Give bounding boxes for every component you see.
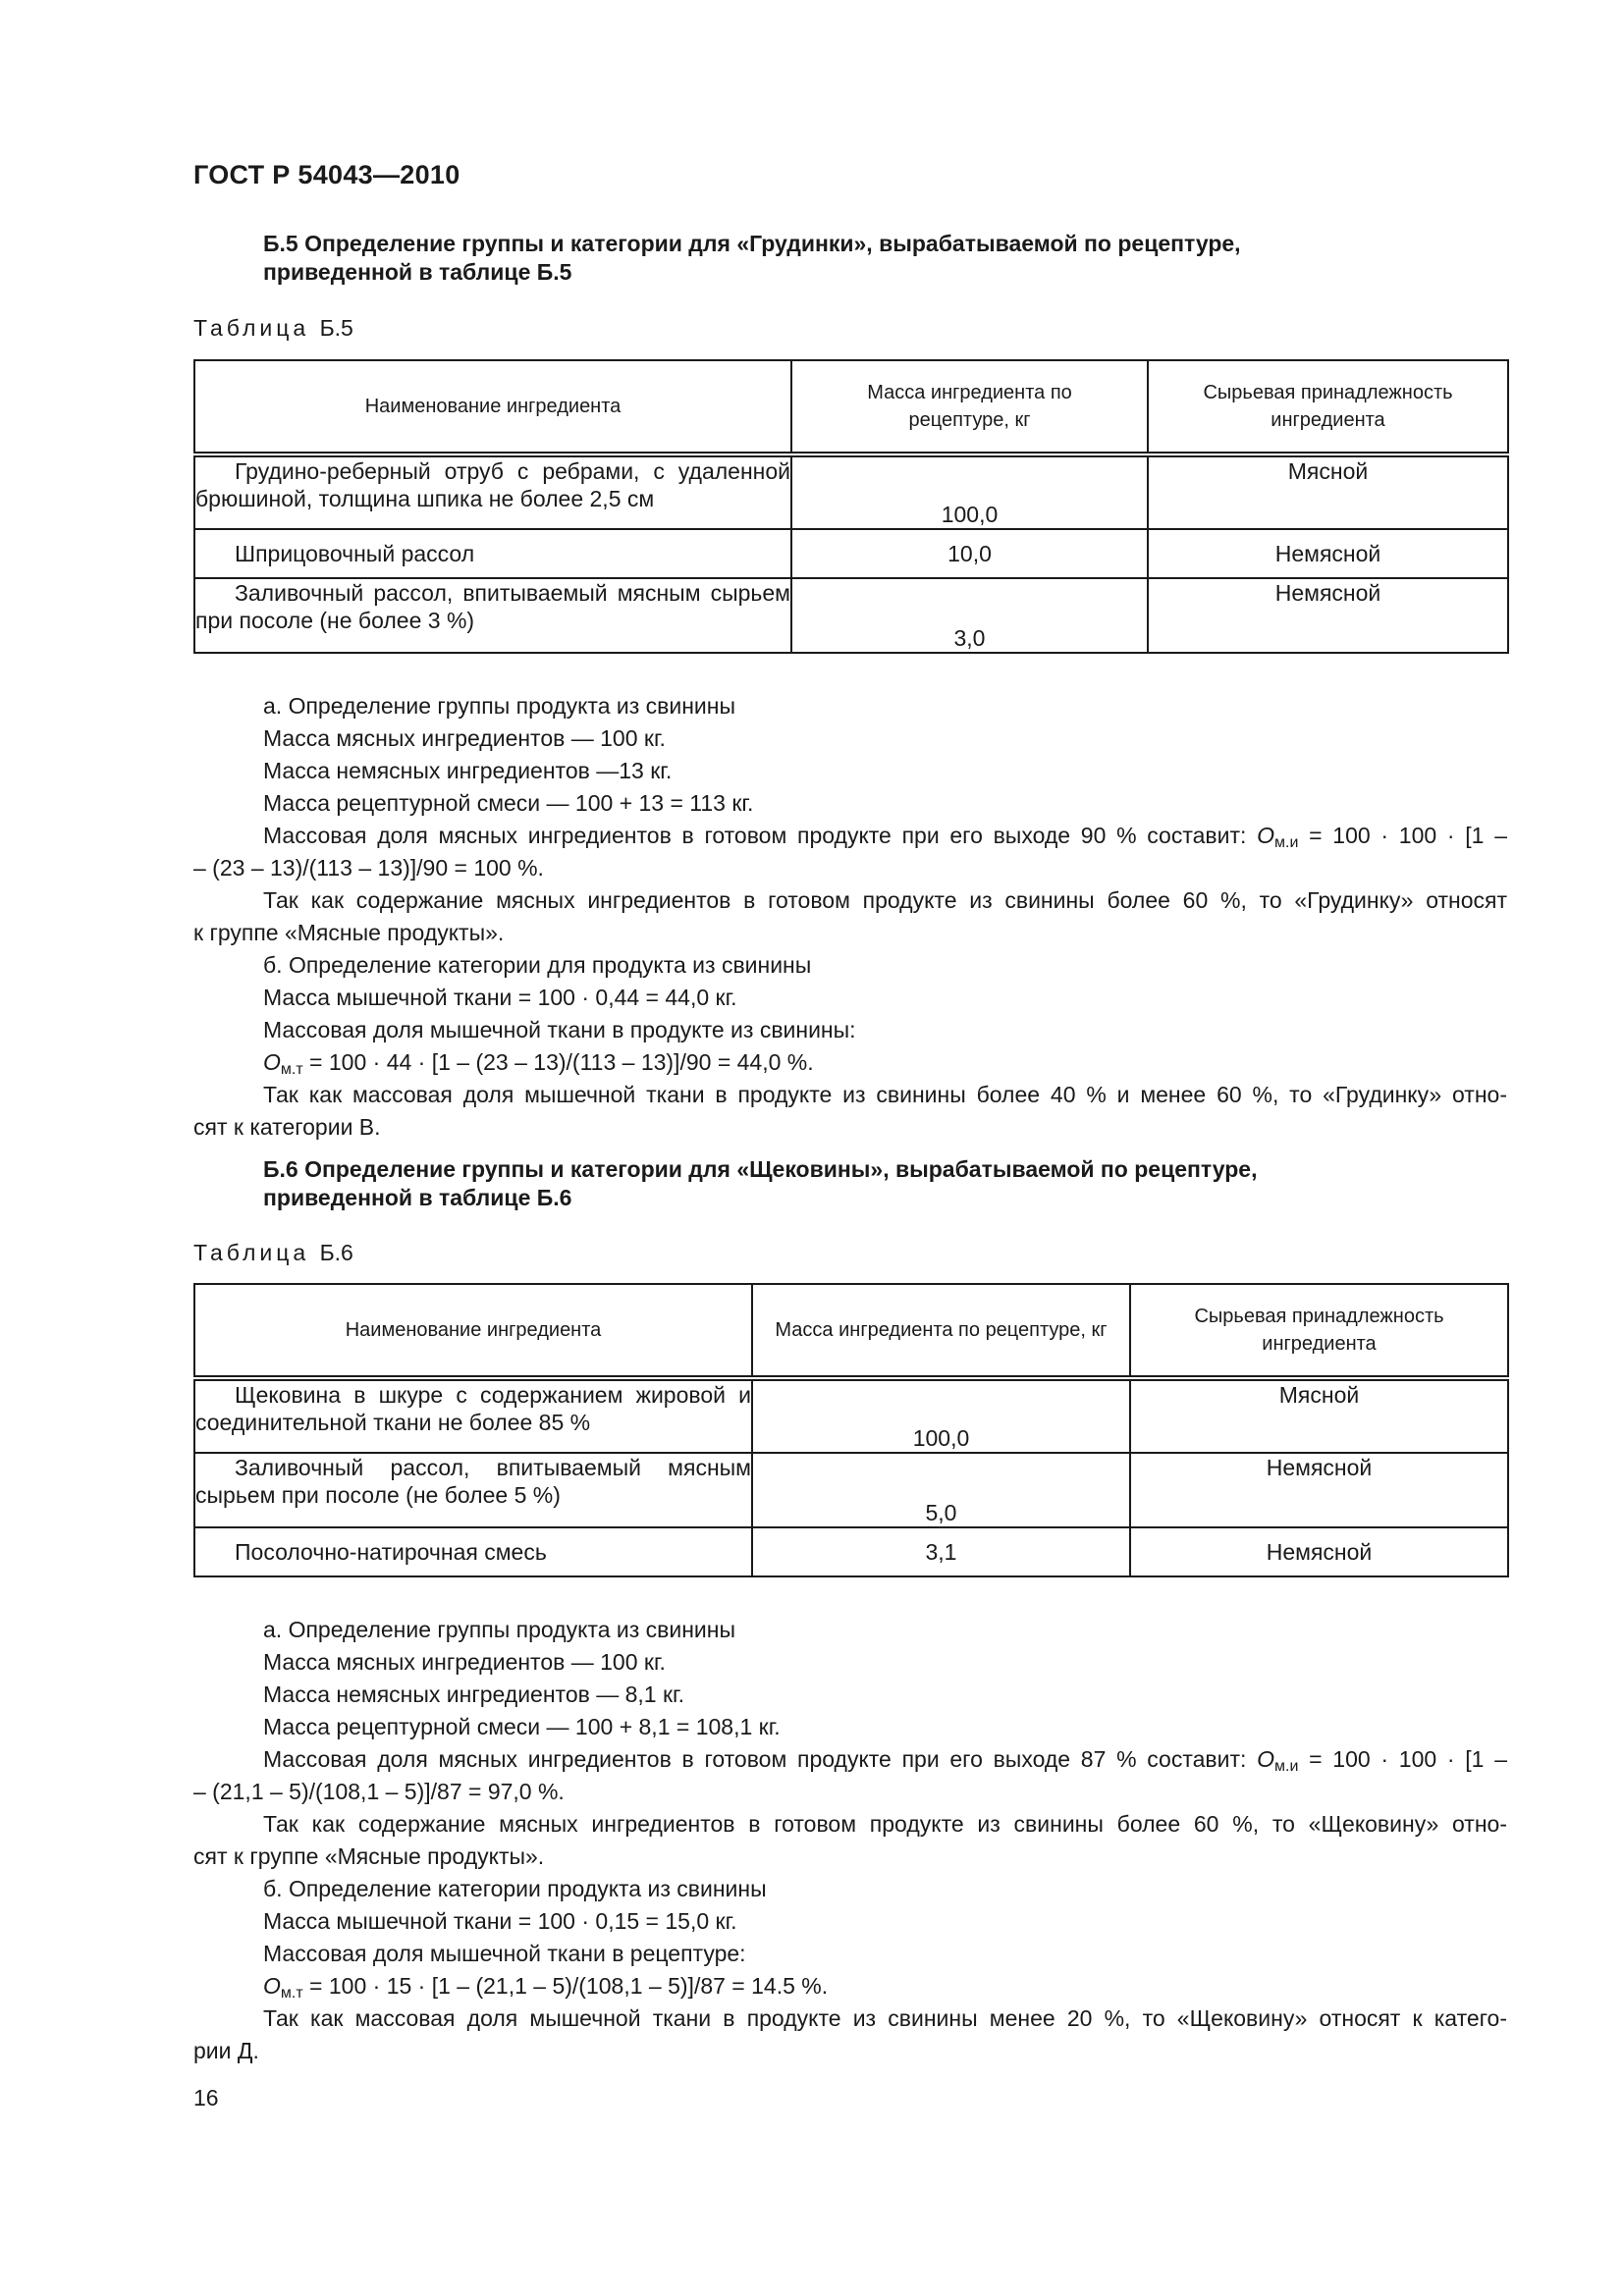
table-cell-category: Мясной — [1148, 454, 1508, 529]
b6-meat-share-result: – (21,1 – 5)/(108,1 – 5)]/87 = 97,0 %. — [193, 1779, 565, 1804]
section-b5-body — [193, 690, 1507, 1144]
table-row — [194, 529, 1508, 578]
b6-recipe-mass: Масса рецептурной смеси — 100 + 8,1 = 108,1 кг. — [263, 1714, 781, 1739]
table-row — [194, 1453, 1508, 1527]
b5-meat-share-result: – (23 – 13)/(113 – 13)]/90 = 100 %. — [193, 855, 544, 881]
table-cell-mass: 3,1 — [752, 1527, 1130, 1576]
table-b6-caption-word: Таблица — [193, 1240, 310, 1265]
document-code-header: ГОСТ Р 54043—2010 — [193, 160, 460, 189]
b6-category-heading: б. Определение категории продукта из свинины — [263, 1876, 767, 1901]
table-row — [194, 454, 1508, 529]
table-b6-header-row — [194, 1284, 1508, 1378]
section-b5-title-line2: приведенной в таблице Б.5 — [263, 259, 572, 285]
table-cell-mass: 3,0 — [791, 578, 1148, 653]
b5-group-conclusion-line2: к группе «Мясные продукты». — [193, 920, 505, 945]
table-b6-caption-number: Б.6 — [319, 1240, 353, 1265]
section-b6-title-line2: приведенной в таблице Б.6 — [263, 1185, 572, 1210]
table-b5-header-category: Сырьевая принадлежность ингредиента — [1148, 360, 1508, 454]
section-b6-title — [263, 1155, 1441, 1212]
b5-muscle-share-formula: $О_{м.т} = 100 \cdot 44 \cdot [1 - (23 - 13)/(113 - 13)]/90 = 44,0$ %. — [263, 1049, 814, 1078]
b5-meat-mass: Масса мясных ингредиентов — 100 кг. — [263, 725, 666, 751]
table-b5-header-mass: Масса ингредиента по рецептуре, кг — [791, 360, 1148, 454]
b6-group-conclusion-line1: Так как содержание мясных ингредиентов в готовом продукте из свинины более 60 %, то «Щековину» отно- — [263, 1811, 1507, 1837]
table-b6-header-name: Наименование ингредиента — [194, 1284, 752, 1378]
table-cell-name: Шприцовочный рассол — [194, 529, 791, 578]
table-cell-mass: 5,0 — [752, 1453, 1130, 1527]
b5-category-conclusion-line2: сят к категории В. — [193, 1114, 381, 1140]
section-b6-body — [193, 1614, 1507, 2067]
b5-group-heading: а. Определение группы продукта из свинины — [263, 693, 736, 719]
b6-category-conclusion-line1: Так как массовая доля мышечной ткани в продукте из свинины менее 20 %, то «Щековину» относят к катего- — [263, 2005, 1507, 2031]
table-cell-mass: 100,0 — [752, 1378, 1130, 1453]
section-b5-title — [263, 230, 1441, 287]
table-cell-mass: 100,0 — [791, 454, 1148, 529]
b5-muscle-mass: Масса мышечной ткани = 100 · 0,44 = 44,0 кг. — [263, 985, 737, 1010]
table-row — [194, 1527, 1508, 1576]
b5-group-conclusion-line1: Так как содержание мясных ингредиентов в готовом продукте из свинины более 60 %, то «Грудинку» относят — [263, 887, 1507, 913]
b6-group-heading: а. Определение группы продукта из свинины — [263, 1617, 736, 1642]
table-b6-header-mass: Масса ингредиента по рецептуре, кг — [752, 1284, 1130, 1378]
table-cell-category: Немясной — [1148, 578, 1508, 653]
b5-nonmeat-mass: Масса немясных ингредиентов —13 кг. — [263, 758, 673, 783]
b6-meat-share-formula: Массовая доля мясных ингредиентов в готовом продукте при его выходе 87 % составит: $О_{м.и} = 100 \cdot 100 \cdot [1$ – — [263, 1746, 1507, 1775]
table-b6 — [193, 1283, 1509, 1577]
b5-meat-share-formula: Массовая доля мясных ингредиентов в готовом продукте при его выходе 90 % составит: $О_{м.и} = 100 \cdot 100 \cdot [1$ – — [263, 823, 1507, 851]
table-b6-header-category: Сырьевая принадлежность ингредиента — [1130, 1284, 1508, 1378]
table-b6-caption — [193, 1240, 353, 1266]
b5-category-conclusion-line1: Так как массовая доля мышечной ткани в продукте из свинины более 40 % и менее 60 %, то «Грудинку» отно- — [263, 1082, 1507, 1107]
table-b5 — [193, 359, 1509, 654]
b6-meat-mass: Масса мясных ингредиентов — 100 кг. — [263, 1649, 666, 1675]
b6-muscle-share-formula: $О_{м.т} = 100 \cdot 15 \cdot [1 - (21,1 - 5)/(108,1 - 5)]/87 = 14.5$ %. — [263, 1973, 829, 2002]
table-b5-caption — [193, 315, 353, 342]
table-cell-category: Немясной — [1130, 1527, 1508, 1576]
b6-category-conclusion-line2: рии Д. — [193, 2038, 259, 2063]
b5-recipe-mass: Масса рецептурной смеси — 100 + 13 = 113 кг. — [263, 790, 754, 816]
table-cell-name: Щековина в шкуре с содержанием жировой и соединительной ткани не более 85 % — [194, 1378, 752, 1453]
b6-muscle-share-label: Массовая доля мышечной ткани в рецептуре: — [263, 1941, 746, 1966]
b6-group-conclusion-line2: сят к группе «Мясные продукты». — [193, 1843, 545, 1869]
table-b5-caption-number: Б.5 — [319, 315, 353, 341]
page-number: 16 — [193, 2085, 219, 2110]
table-cell-name: Заливочный рассол, впитываемый мясным сырьем при посоле (не более 3 %) — [194, 578, 791, 653]
table-cell-name: Посолочно-натирочная смесь — [194, 1527, 752, 1576]
b5-category-heading: б. Определение категории для продукта из свинины — [263, 952, 812, 978]
table-cell-mass: 10,0 — [791, 529, 1148, 578]
table-b5-caption-word: Таблица — [193, 315, 310, 341]
table-cell-category: Немясной — [1148, 529, 1508, 578]
b6-nonmeat-mass: Масса немясных ингредиентов — 8,1 кг. — [263, 1682, 685, 1707]
b6-muscle-mass: Масса мышечной ткани = 100 · 0,15 = 15,0 кг. — [263, 1908, 737, 1934]
table-cell-name: Заливочный рассол, впитываемый мясным сырьем при посоле (не более 5 %) — [194, 1453, 752, 1527]
section-b6-title-line1: Б.6 Определение группы и категории для «Щековины», вырабатываемой по рецептуре, — [263, 1156, 1258, 1182]
b5-muscle-share-label: Массовая доля мышечной ткани в продукте из свинины: — [263, 1017, 856, 1042]
table-b5-header-row — [194, 360, 1508, 454]
table-cell-category: Немясной — [1130, 1453, 1508, 1527]
table-cell-name: Грудино-реберный отруб с ребрами, с удаленной брюшиной, толщина шпика не более 2,5 см — [194, 454, 791, 529]
table-cell-category: Мясной — [1130, 1378, 1508, 1453]
table-row — [194, 578, 1508, 653]
table-b5-header-name: Наименование ингредиента — [194, 360, 791, 454]
section-b5-title-line1: Б.5 Определение группы и категории для «Грудинки», вырабатываемой по рецептуре, — [263, 231, 1241, 256]
table-row — [194, 1378, 1508, 1453]
